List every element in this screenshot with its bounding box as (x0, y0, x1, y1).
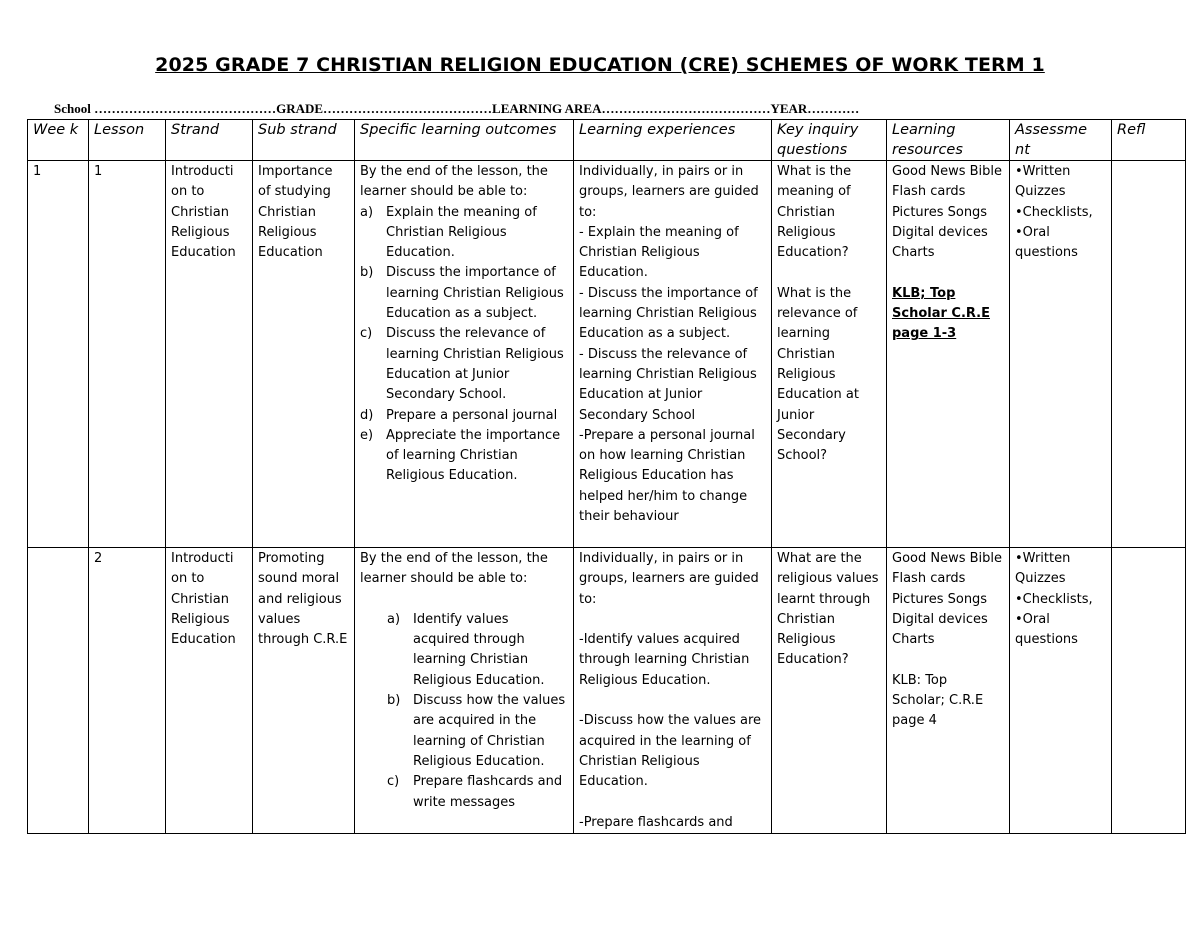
header-lesson: Lesson (89, 120, 166, 161)
resource-item: Flash cards (892, 571, 966, 587)
outcomes-cell (355, 161, 574, 548)
school-info-line: School ……………………………………GRADE…………………………………LEARNING AREA…………………………………YEAR………… (54, 101, 860, 116)
reflection-cell (1112, 548, 1186, 834)
outcomes-intro: By the end of the lesson, the learner should be able to: (360, 164, 548, 200)
outcome-text: Prepare a personal journal (386, 407, 558, 423)
lesson-cell: 1 (89, 161, 166, 548)
outcome-item (387, 772, 568, 813)
assessment-item: Checklists, (1022, 204, 1093, 220)
strand-cell: Introducti on to Christian Religious Education (166, 548, 253, 834)
outcomes-cell (355, 548, 574, 834)
outcome-text: Discuss the importance of learning Christian Religious Education as a subject. (386, 265, 564, 322)
experience-item: - Discuss the relevance of learning Christian Religious Education at Junior Secondary School (579, 346, 757, 423)
experience-item: -Prepare flashcards and (579, 814, 733, 830)
bullet-icon (1015, 225, 1023, 240)
assessment-item: Oral questions (1015, 611, 1078, 648)
header-assessment: Assessme nt (1010, 120, 1112, 161)
header-week: Wee k (28, 120, 89, 161)
outcome-item (360, 263, 568, 324)
inquiry-question: What is the meaning of Christian Religious Education? (777, 164, 852, 261)
inquiry-cell (772, 548, 887, 834)
resource-item: Pictures Songs (892, 204, 988, 220)
outcome-text: Explain the meaning of Christian Religious Education. (386, 204, 537, 261)
resources-cell (887, 548, 1010, 834)
resource-item: Good News Bible (892, 164, 1003, 179)
outcomes-intro: By the end of the lesson, the learner should be able to: (360, 551, 548, 587)
outcome-text: Identify values acquired through learning Christian Religious Education. (413, 611, 545, 688)
resource-item: Pictures Songs (892, 591, 988, 607)
experiences-cell (574, 548, 772, 834)
assessment-item: Written Quizzes (1015, 164, 1071, 200)
week-cell (28, 548, 89, 834)
outcome-label: c) (387, 774, 400, 790)
assessment-item: Checklists, (1022, 591, 1093, 607)
outcome-text: Appreciate the importance of learning Christian Religious Education. (386, 427, 561, 484)
bullet-icon (1015, 592, 1023, 607)
header-experiences: Learning experiences (574, 120, 772, 161)
experiences-intro: Individually, in pairs or in groups, learners are guided to: (579, 164, 759, 220)
outcome-item (360, 406, 568, 426)
sub-strand-cell: Promoting sound moral and religious values through C.R.E (253, 548, 355, 834)
table-header-row (28, 120, 1186, 161)
experiences-cell (574, 161, 772, 548)
lesson-cell: 2 (89, 548, 166, 834)
resource-reference: KLB; Top Scholar C.R.E page 1-3 (892, 285, 990, 342)
schemes-of-work-table (27, 119, 1186, 834)
experiences-intro: Individually, in pairs or in groups, learners are guided to: (579, 551, 759, 607)
outcomes-list (360, 203, 568, 487)
experience-item: - Discuss the importance of learning Christian Religious Education as a subject. (579, 285, 758, 342)
resource-item: Digital devices (892, 224, 988, 240)
header-strand: Strand (166, 120, 253, 161)
outcome-item (387, 691, 568, 772)
sub-strand-cell: Importance of studying Christian Religious Education (253, 161, 355, 548)
outcome-text: Prepare flashcards and write messages (413, 774, 563, 810)
reflection-cell (1112, 161, 1186, 548)
header-outcomes: Specific learning outcomes (355, 120, 574, 161)
outcome-item (360, 203, 568, 264)
resource-item: Good News Bible (892, 551, 1003, 566)
outcome-label: b) (387, 693, 401, 709)
experience-item: -Prepare a personal journal on how learning Christian Religious Education has helped her/him to change their behaviour (579, 427, 755, 525)
experience-item: -Identify values acquired through learning Christian Religious Education. (579, 632, 750, 688)
inquiry-cell (772, 161, 887, 548)
outcome-label: a) (360, 204, 374, 220)
resource-item: Charts (892, 632, 935, 648)
outcome-label: e) (360, 427, 374, 443)
outcome-text: Discuss the relevance of learning Christian Religious Education at Junior Secondary School. (386, 326, 564, 403)
assessment-item: Written Quizzes (1015, 551, 1071, 587)
bullet-icon (1015, 164, 1023, 179)
strand-cell: Introducti on to Christian Religious Education (166, 161, 253, 548)
outcome-label: a) (387, 611, 401, 627)
outcome-label: d) (360, 407, 374, 423)
table-row (28, 548, 1186, 834)
outcome-item (360, 426, 568, 487)
outcome-text: Discuss how the values are acquired in the learning of Christian Religious Education. (413, 693, 566, 769)
inquiry-question: What are the religious values learnt through Christian Religious Education? (777, 551, 879, 668)
bullet-icon (1015, 551, 1023, 566)
outcome-item (387, 610, 568, 691)
outcome-label: b) (360, 265, 374, 281)
assessment-cell (1010, 161, 1112, 548)
outcome-label: c) (360, 326, 373, 342)
header-resources: Learning resources (887, 120, 1010, 161)
header-inquiry: Key inquiry questions (772, 120, 887, 161)
resource-reference: KLB: Top Scholar; C.R.E page 4 (892, 672, 984, 729)
table-row (28, 161, 1186, 548)
experience-item: - Explain the meaning of Christian Religious Education. (579, 224, 739, 281)
assessment-item: Oral questions (1015, 224, 1078, 261)
inquiry-question: What is the relevance of learning Christian Religious Education at Junior Secondary School? (777, 285, 859, 464)
resource-item: Digital devices (892, 611, 988, 627)
header-reflection: Refl (1112, 120, 1186, 161)
resource-item: Flash cards (892, 184, 966, 200)
resource-item: Charts (892, 245, 935, 261)
experience-item: -Discuss how the values are acquired in the learning of Christian Religious Education. (579, 713, 762, 790)
outcomes-list (360, 610, 568, 813)
header-sub-strand: Sub strand (253, 120, 355, 161)
week-cell: 1 (28, 161, 89, 548)
resources-cell (887, 161, 1010, 548)
assessment-cell (1010, 548, 1112, 834)
bullet-icon (1015, 612, 1023, 627)
outcome-item (360, 324, 568, 405)
bullet-icon (1015, 205, 1023, 220)
document-title: 2025 GRADE 7 CHRISTIAN RELIGION EDUCATION (CRE) SCHEMES OF WORK TERM 1 (155, 54, 1045, 76)
